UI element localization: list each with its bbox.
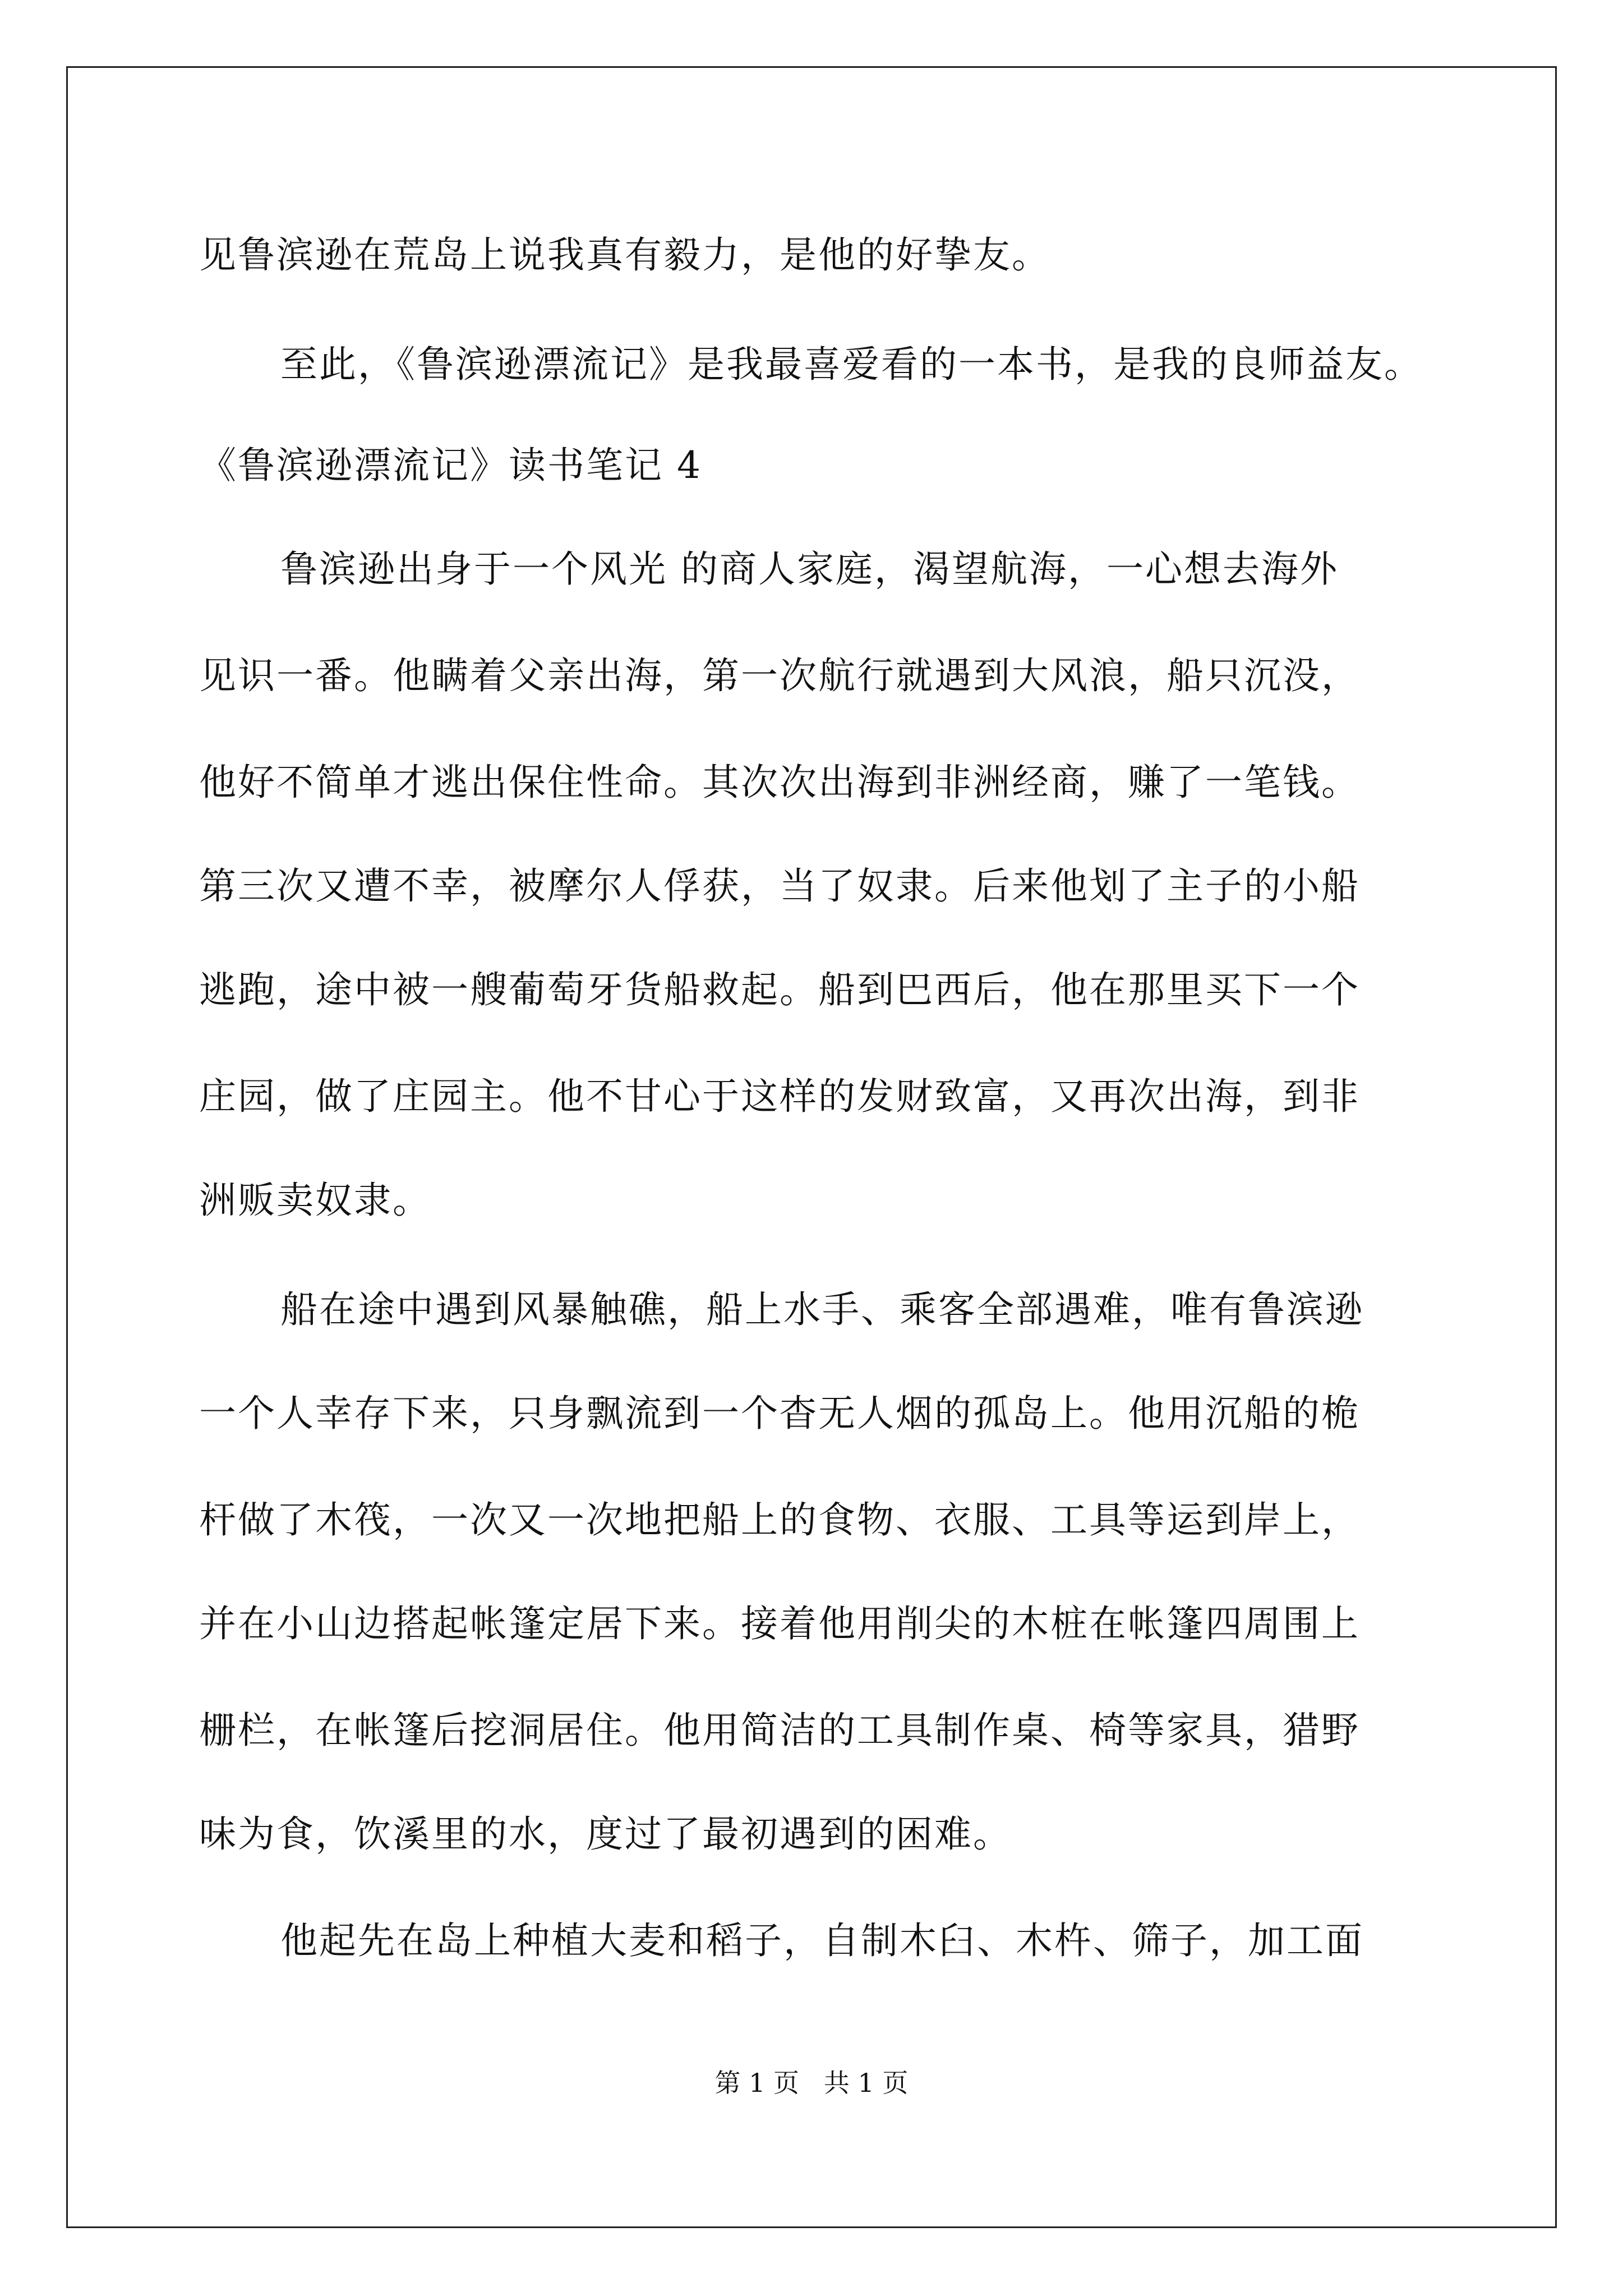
text-line-9: 庄园，做了庄园主。他不甘心于这样的发财致富，又再次出海，到非 <box>199 1075 1360 1118</box>
text-line-10: 洲贩卖奴隶。 <box>199 1179 431 1222</box>
text-line-1: 见鲁滨逊在荒岛上说我真有毅力，是他的好挚友。 <box>199 233 1050 277</box>
text-line-13: 杆做了木筏，一次又一次地把船上的食物、衣服、工具等运到岸上， <box>199 1498 1360 1542</box>
section-heading: 《鲁滨逊漂流记》读书笔记 4 <box>199 444 702 487</box>
page-footer: 第 1 页 共 1 页 <box>714 2068 909 2098</box>
text-line-15: 栅栏，在帐篷后挖洞居住。他用简洁的工具制作桌、椅等家具，猎野 <box>199 1709 1360 1752</box>
text-line-8: 逃跑，途中被一艘葡萄牙货船救起。船到巴西后，他在那里买下一个 <box>199 968 1360 1011</box>
text-line-2: 至此，《鲁滨逊漂流记》是我最喜爱看的一本书，是我的良师益友。 <box>280 343 1423 386</box>
text-line-7: 第三次又遭不幸，被摩尔人俘获，当了奴隶。后来他划了主子的小船 <box>199 864 1360 908</box>
text-line-5: 见识一番。他瞒着父亲出海，第一次航行就遇到大风浪，船只沉没， <box>199 654 1360 697</box>
text-line-11: 船在途中遇到风暴触礁，船上水手、乘客全部遇难，唯有鲁滨逊 <box>280 1288 1364 1331</box>
page-border <box>66 66 1557 2228</box>
text-line-4: 鲁滨逊出身于一个风光 的商人家庭，渴望航海，一心想去海外 <box>280 547 1339 591</box>
text-line-12: 一个人幸存下来，只身飘流到一个杳无人烟的孤岛上。他用沉船的桅 <box>199 1392 1360 1435</box>
text-line-16: 味为食，饮溪里的水，度过了最初遇到的困难。 <box>199 1812 1012 1856</box>
text-line-17: 他起先在岛上种植大麦和稻子，自制木臼、木杵、筛子，加工面 <box>280 1919 1364 1962</box>
text-line-6: 他好不简单才逃出保住性命。其次次出海到非洲经商，赚了一笔钱。 <box>199 761 1360 804</box>
text-line-14: 并在小山边搭起帐篷定居下来。接着他用削尖的木桩在帐篷四周围上 <box>199 1602 1360 1645</box>
